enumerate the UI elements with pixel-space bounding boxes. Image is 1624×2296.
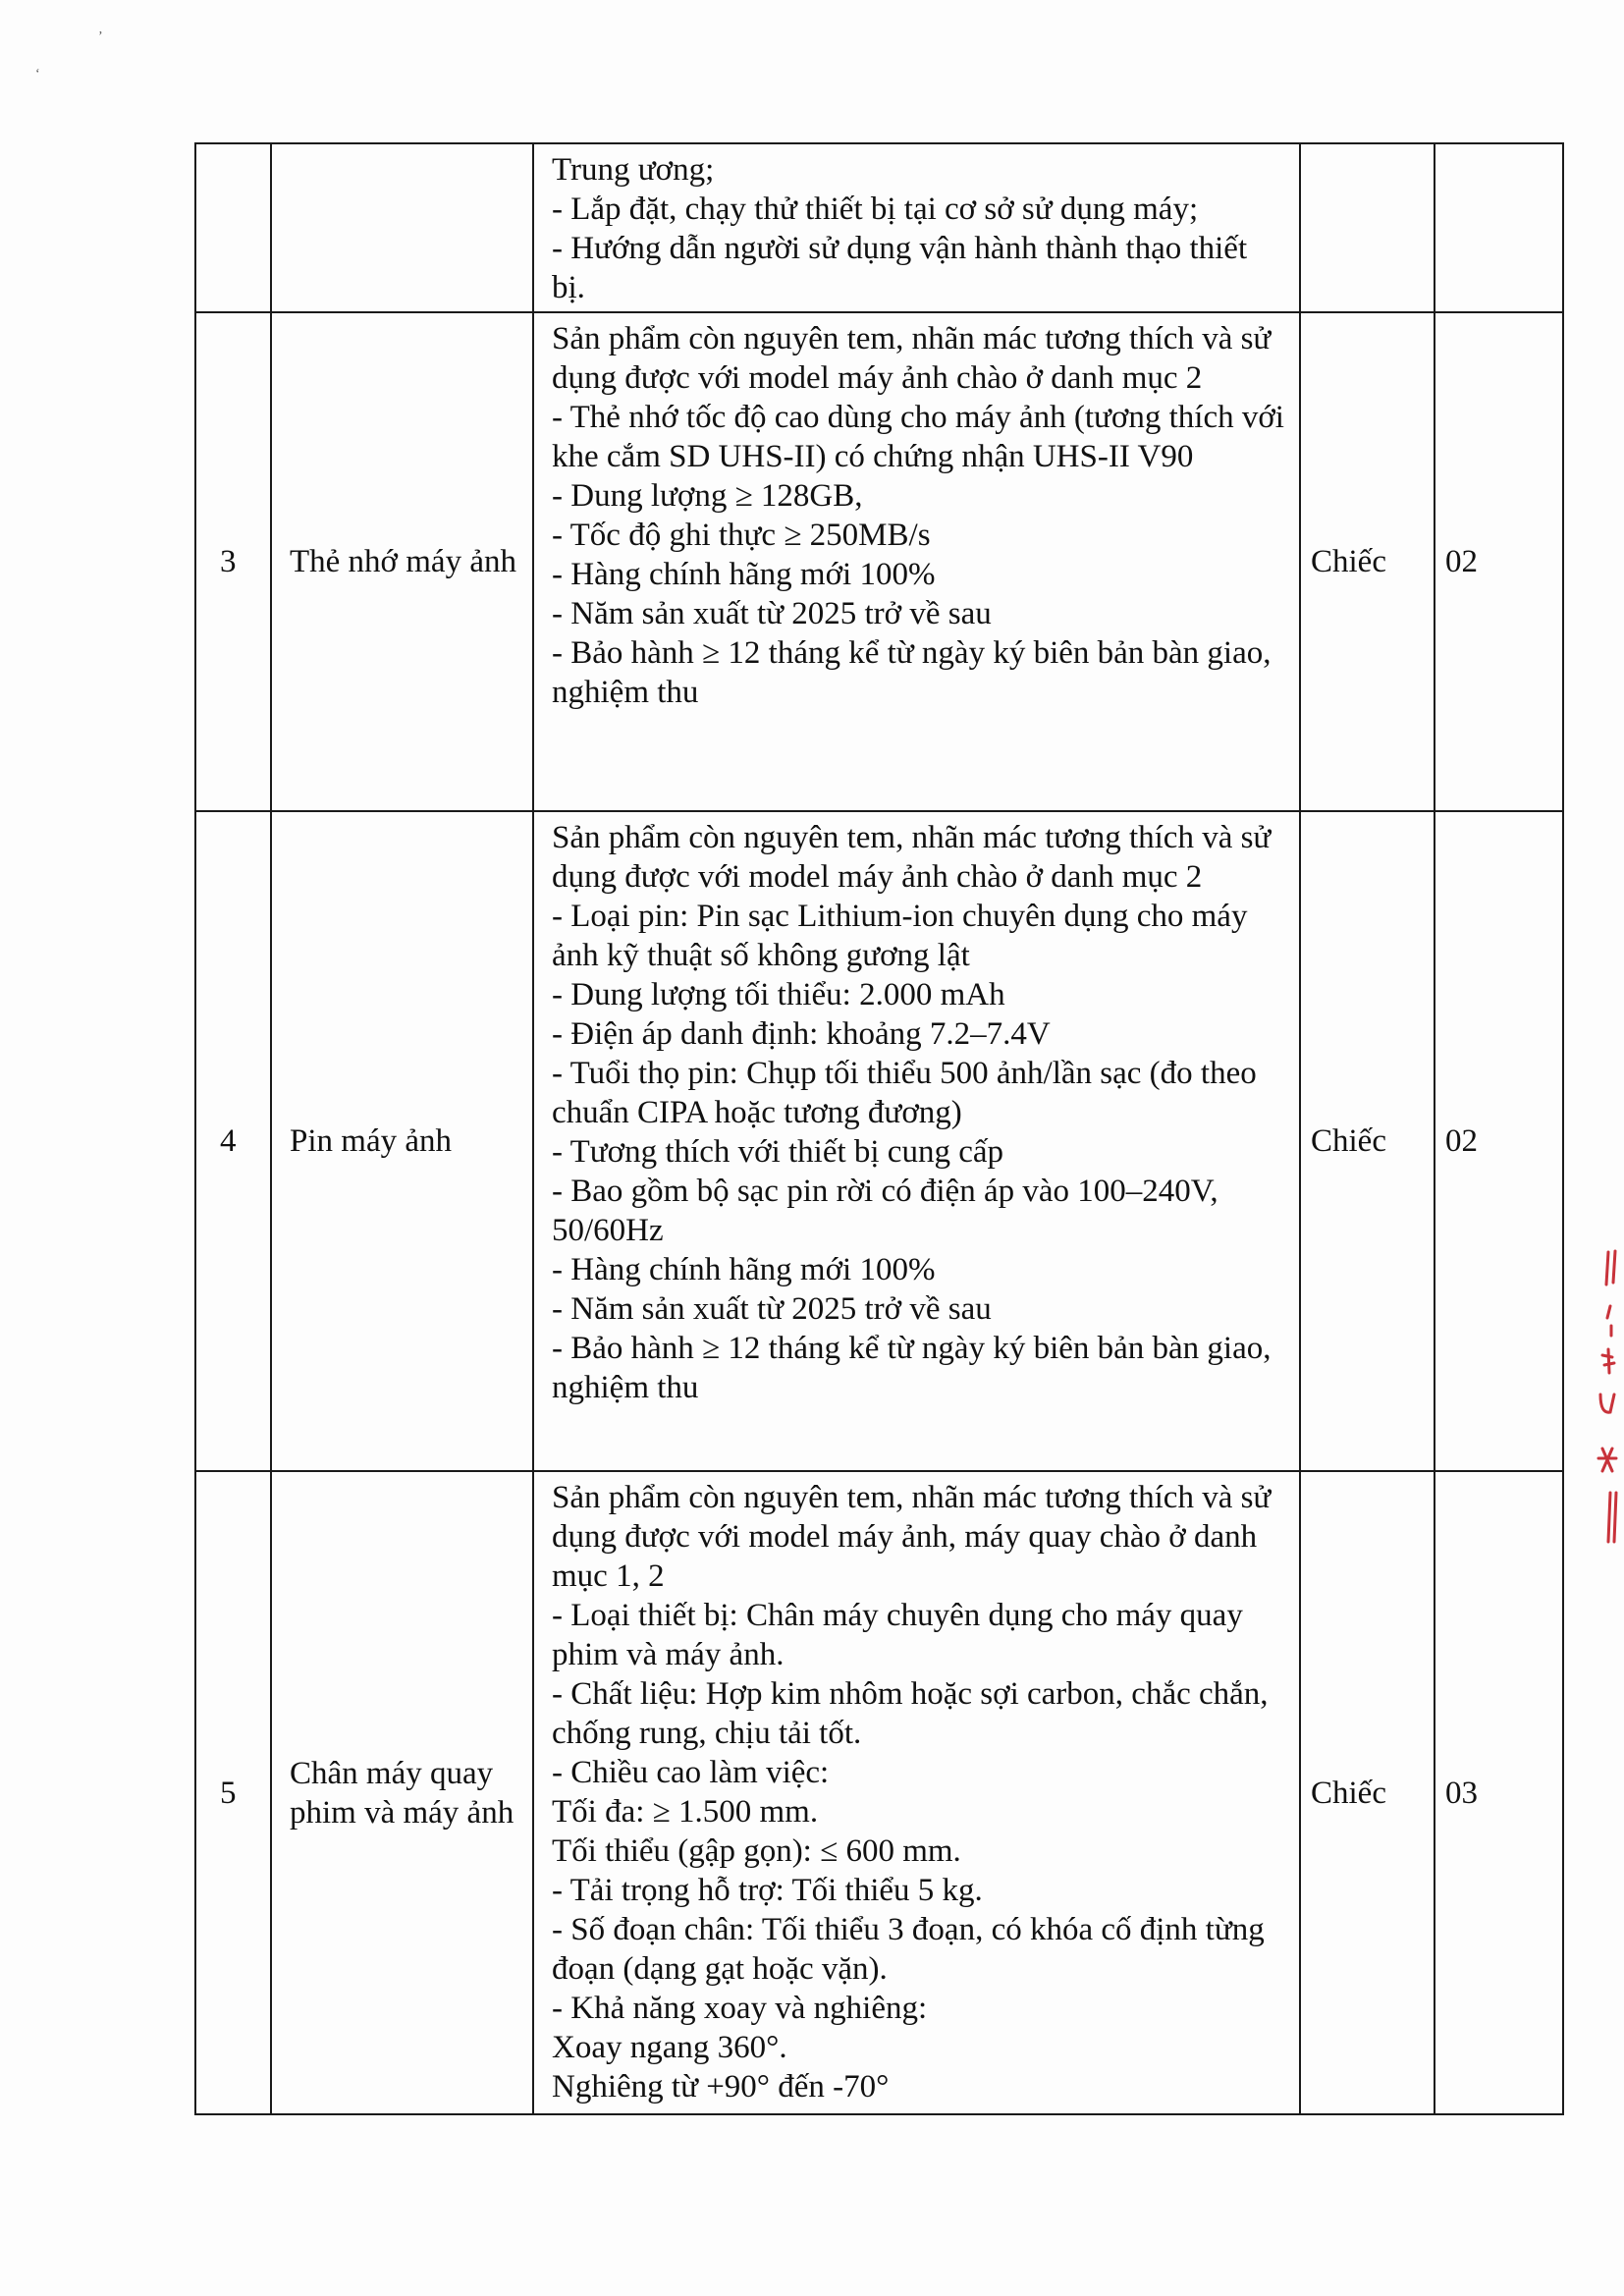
spec-line: - Tải trọng hỗ trợ: Tối thiểu 5 kg. bbox=[552, 1873, 983, 1908]
unit-cell bbox=[1300, 143, 1435, 312]
spec-line: - Khả năng xoay và nghiêng: bbox=[552, 1991, 928, 2026]
table-row bbox=[195, 312, 1563, 811]
quantity-cell: 02 bbox=[1435, 811, 1563, 1471]
quantity-cell: 03 bbox=[1435, 1471, 1563, 2114]
spec-line: - Hàng chính hãng mới 100% bbox=[552, 557, 936, 592]
spec-line: - Loại pin: Pin sạc Lithium-ion chuyên dụng cho máy ảnh kỹ thuật số không gương lật bbox=[552, 899, 1248, 973]
row-number-cell: 3 bbox=[195, 312, 271, 811]
spec-line: - Bao gồm bộ sạc pin rời có điện áp vào 100–240V, 50/60Hz bbox=[552, 1174, 1218, 1248]
spec-line: - Số đoạn chân: Tối thiểu 3 đoạn, có khóa cố định từng đoạn (dạng gạt hoặc vặn). bbox=[552, 1912, 1265, 1987]
spec-line: - Lắp đặt, chạy thử thiết bị tại cơ sở sử dụng máy; bbox=[552, 191, 1199, 227]
spec-line: Nghiêng từ +90° đến -70° bbox=[552, 2069, 890, 2105]
unit-cell: Chiếc bbox=[1300, 312, 1435, 811]
spec-line: - Thẻ nhớ tốc độ cao dùng cho máy ảnh (tương thích với khe cắm SD UHS-II) có chứng nhận UHS-II V90 bbox=[552, 400, 1284, 474]
spec-line: - Loại thiết bị: Chân máy chuyên dụng cho máy quay phim và máy ảnh. bbox=[552, 1598, 1243, 1672]
scan-speck: ‘ bbox=[35, 67, 40, 82]
item-spec-cell bbox=[533, 143, 1300, 312]
spec-line: - Năm sản xuất từ 2025 trở về sau bbox=[552, 596, 992, 631]
row-number-cell: 5 bbox=[195, 1471, 271, 2114]
unit-cell: Chiếc bbox=[1300, 811, 1435, 1471]
row-number-cell: 4 bbox=[195, 811, 271, 1471]
item-spec-cell bbox=[533, 312, 1300, 811]
quantity-cell bbox=[1435, 143, 1563, 312]
spec-line: - Năm sản xuất từ 2025 trở về sau bbox=[552, 1291, 992, 1327]
seal-stamp-edge bbox=[1591, 1247, 1620, 1561]
spec-line: - Dung lượng tối thiểu: 2.000 mAh bbox=[552, 977, 1005, 1012]
item-name-cell: Chân máy quay phim và máy ảnh bbox=[271, 1471, 533, 2114]
spec-line: - Bảo hành ≥ 12 tháng kể từ ngày ký biên bản bàn giao, nghiệm thu bbox=[552, 1331, 1272, 1405]
unit-cell: Chiếc bbox=[1300, 1471, 1435, 2114]
spec-line: - Dung lượng ≥ 128GB, bbox=[552, 478, 863, 514]
scan-speck: ’ bbox=[98, 29, 103, 44]
quantity-cell: 02 bbox=[1435, 312, 1563, 811]
item-name-cell: Thẻ nhớ máy ảnh bbox=[271, 312, 533, 811]
spec-line: - Điện áp danh định: khoảng 7.2–7.4V bbox=[552, 1016, 1051, 1052]
spec-line: - Hướng dẫn người sử dụng vận hành thành thạo thiết bị. bbox=[552, 231, 1248, 305]
spec-line: Trung ương; bbox=[552, 152, 715, 188]
table-row bbox=[195, 1471, 1563, 2114]
item-spec-cell bbox=[533, 1471, 1300, 2114]
table-row bbox=[195, 143, 1563, 312]
spec-line: - Chiều cao làm việc: bbox=[552, 1755, 830, 1790]
spec-line: - Tốc độ ghi thực ≥ 250MB/s bbox=[552, 518, 931, 553]
spec-line: Sản phẩm còn nguyên tem, nhãn mác tương thích và sử dụng được với model máy ảnh chào ở danh mục 2 bbox=[552, 321, 1272, 396]
spec-line: - Chất liệu: Hợp kim nhôm hoặc sợi carbon, chắc chắn, chống rung, chịu tải tốt. bbox=[552, 1676, 1269, 1751]
spec-line: Tối thiểu (gập gọn): ≤ 600 mm. bbox=[552, 1833, 961, 1869]
spec-line: Xoay ngang 360°. bbox=[552, 2030, 787, 2065]
spec-line: Sản phẩm còn nguyên tem, nhãn mác tương thích và sử dụng được với model máy ảnh chào ở danh mục 2 bbox=[552, 820, 1272, 895]
table-row bbox=[195, 811, 1563, 1471]
item-name-cell: Pin máy ảnh bbox=[271, 811, 533, 1471]
row-number-cell bbox=[195, 143, 271, 312]
item-spec-cell bbox=[533, 811, 1300, 1471]
spec-line: - Tương thích với thiết bị cung cấp bbox=[552, 1134, 1004, 1170]
spec-line: - Tuổi thọ pin: Chụp tối thiểu 500 ảnh/lần sạc (đo theo chuẩn CIPA hoặc tương đương) bbox=[552, 1056, 1257, 1130]
spec-line: Tối đa: ≥ 1.500 mm. bbox=[552, 1794, 819, 1830]
spec-line: Sản phẩm còn nguyên tem, nhãn mác tương thích và sử dụng được với model máy ảnh, máy quay chào ở danh mục 1, 2 bbox=[552, 1480, 1272, 1594]
item-name-cell bbox=[271, 143, 533, 312]
spec-line: - Bảo hành ≥ 12 tháng kể từ ngày ký biên bản bàn giao, nghiệm thu bbox=[552, 635, 1272, 710]
specification-table bbox=[194, 142, 1564, 2115]
spec-line: - Hàng chính hãng mới 100% bbox=[552, 1252, 936, 1287]
